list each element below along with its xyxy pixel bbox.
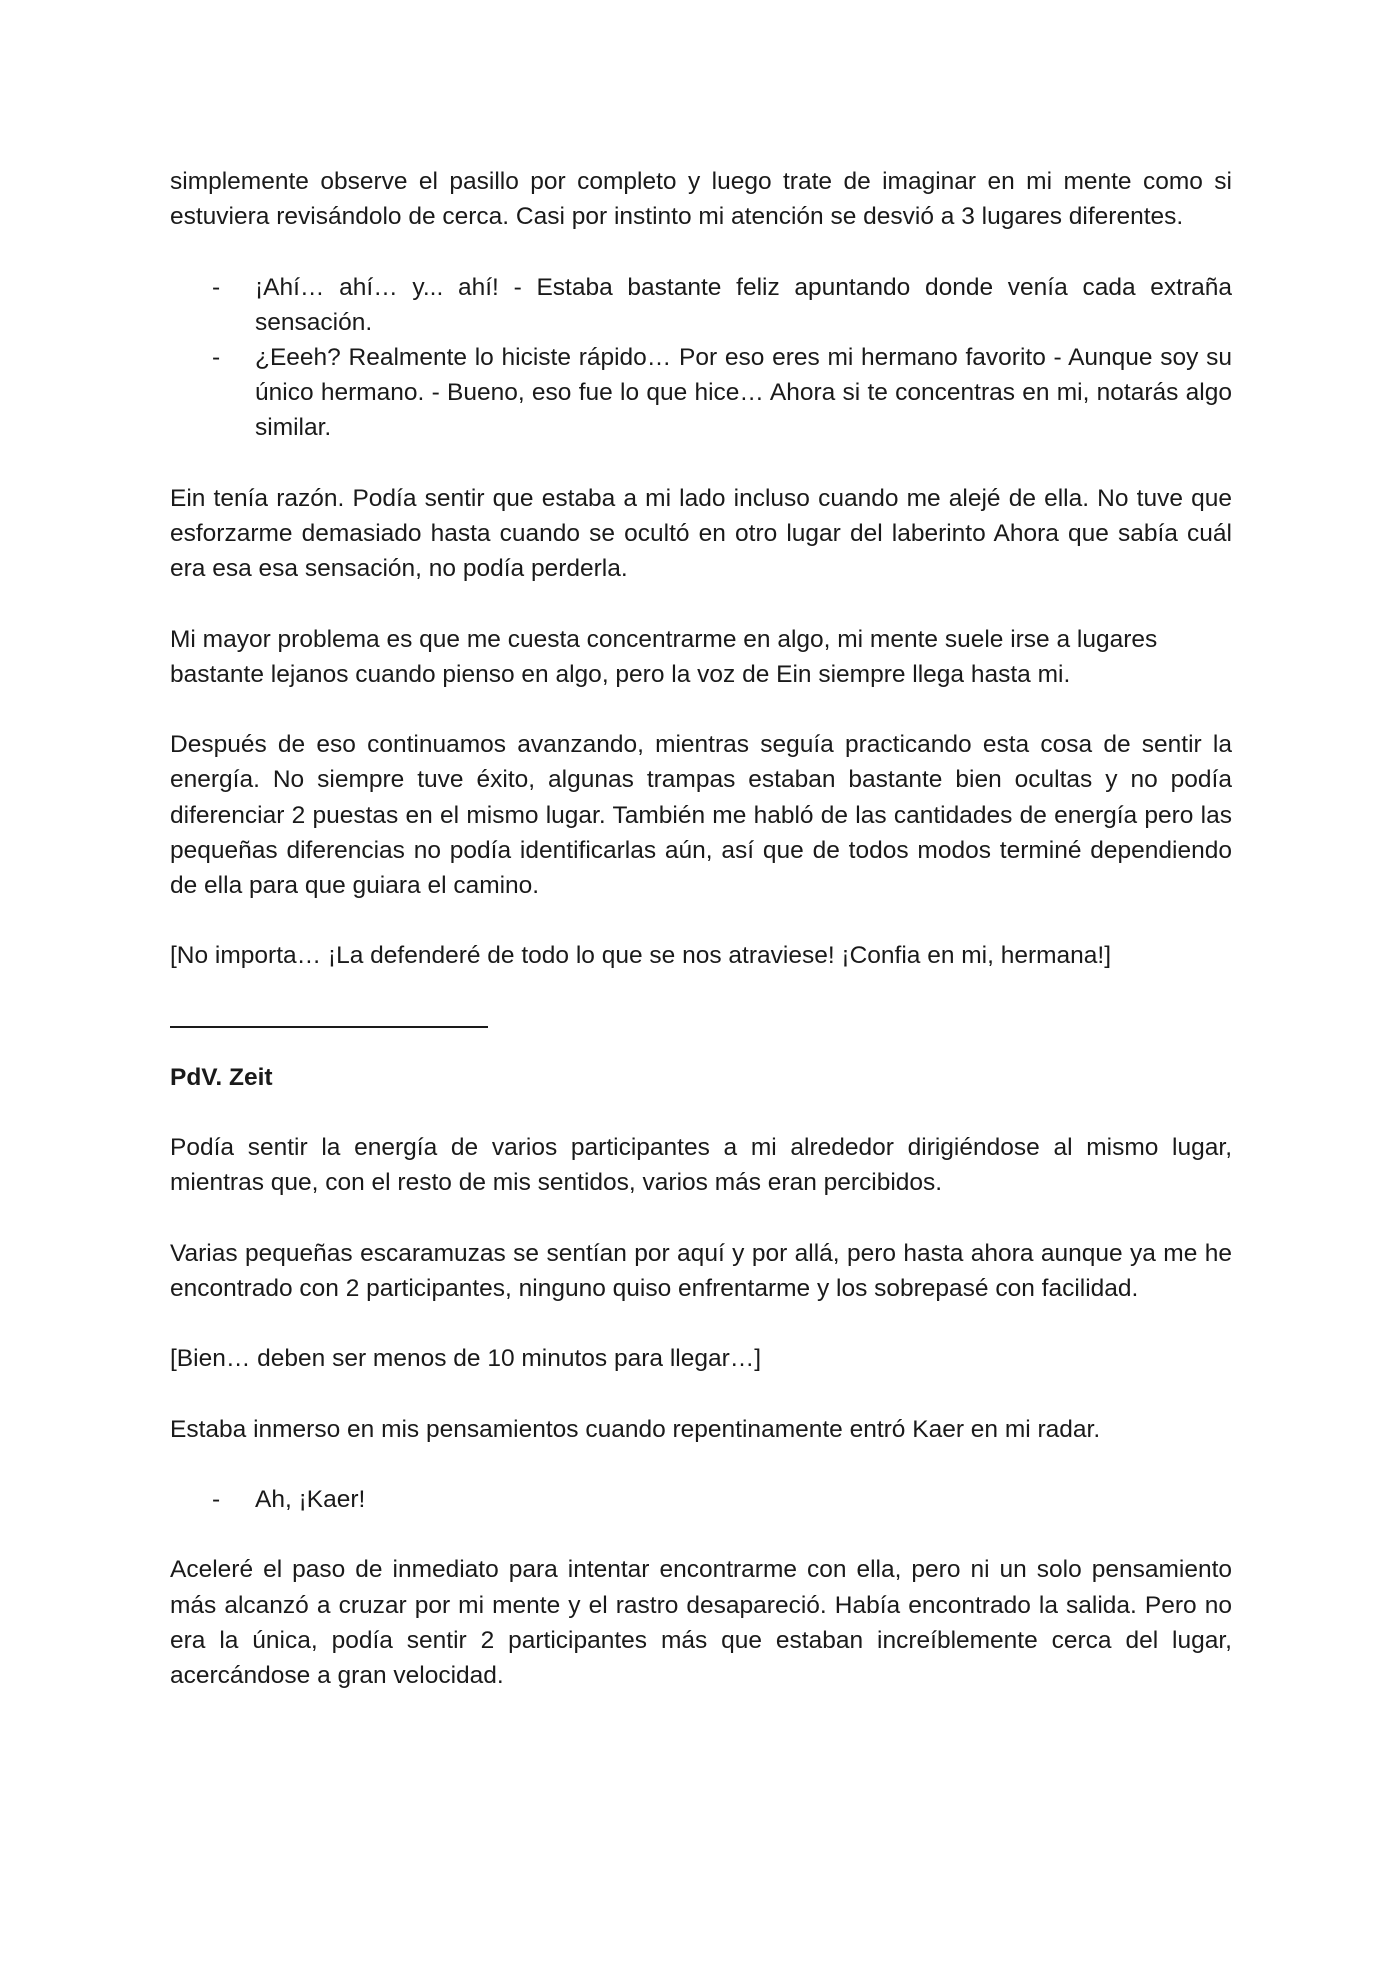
dialog-dash: - — [212, 1485, 221, 1513]
section-heading: PdV. Zeit — [170, 1063, 273, 1091]
dialog-list — [170, 270, 1232, 446]
dialog-dash: - — [212, 344, 221, 371]
dialog-text: ¡Ahí… ahí… y... ahí! - Estaba bastante feliz apuntando donde venía cada extraña sensación. — [255, 273, 1232, 336]
paragraph: Ein tenía razón. Podía sentir que estaba a mi lado incluso cuando me alejé de ella. No tuve que esforzarme demasiado hasta cuando se ocultó en otro lugar del laberinto Ahora que sabía cuál era esa esa sensación, no podía perderla. — [170, 484, 1232, 583]
dialog-dash: - — [212, 273, 221, 301]
paragraph: Después de eso continuamos avanzando, mientras seguía practicando esta cosa de sentir la energía. No siempre tuve éxito, algunas trampas estaban bastante bien ocultas y no podía diferenciar 2 puestas en el mismo lugar. También me habló de las cantidades de energía pero las pequeñas diferencias no podía identificarlas aún, así que de todos modos terminé dependiendo de ella para que guiara el camino. — [170, 731, 1232, 899]
dialog-text: Ah, ¡Kaer! — [255, 1485, 366, 1513]
dialog-list — [170, 1482, 1232, 1517]
paragraph: Estaba inmerso en mis pensamientos cuando repentinamente entró Kaer en mi radar. — [170, 1415, 1101, 1443]
thought-paragraph: [No importa… ¡La defenderé de todo lo que se nos atraviese! ¡Confia en mi, hermana!] — [170, 942, 1112, 970]
dialog-line — [170, 270, 1232, 340]
dialog-line — [170, 340, 1232, 446]
paragraph: simplemente observe el pasillo por completo y luego trate de imaginar en mi mente como si estuviera revisándolo de cerca. Casi por instinto mi atención se desvió a 3 lugares diferentes. — [170, 168, 1232, 231]
document-body — [170, 164, 1232, 1728]
paragraph: Varias pequeñas escaramuzas se sentían por aquí y por allá, pero hasta ahora aunque ya me he encontrado con 2 participantes, ninguno quiso enfrentarme y los sobrepasé con facilidad. — [170, 1239, 1232, 1302]
paragraph: Aceleré el paso de inmediato para intentar encontrarme con ella, pero ni un solo pensamiento más alcanzó a cruzar por mi mente y el rastro desapareció. Había encontrado la salida. Pero no era la única, podía sentir 2 participantes más que estaban increíblemente cerca del lugar, acercándose a gran velocidad. — [170, 1556, 1232, 1689]
section-divider — [170, 1026, 488, 1028]
paragraph: Podía sentir la energía de varios participantes a mi alrededor dirigiéndose al mismo lugar, mientras que, con el resto de mis sentidos, varios más eran percibidos. — [170, 1133, 1232, 1197]
dialog-line — [170, 1482, 1232, 1517]
dialog-text: ¿Eeeh? Realmente lo hiciste rápido… Por eso eres mi hermano favorito - Aunque soy su único hermano. - Bueno, eso fue lo que hice… Ahora si te concentras en mi, notarás algo similar. — [255, 344, 1232, 442]
thought-paragraph: [Bien… deben ser menos de 10 minutos para llegar…] — [170, 1345, 762, 1373]
paragraph: Mi mayor problema es que me cuesta concentrarme en algo, mi mente suele irse a lugares bastante lejanos cuando pienso en algo, pero la voz de Ein siempre llega hasta mi. — [170, 625, 1158, 688]
